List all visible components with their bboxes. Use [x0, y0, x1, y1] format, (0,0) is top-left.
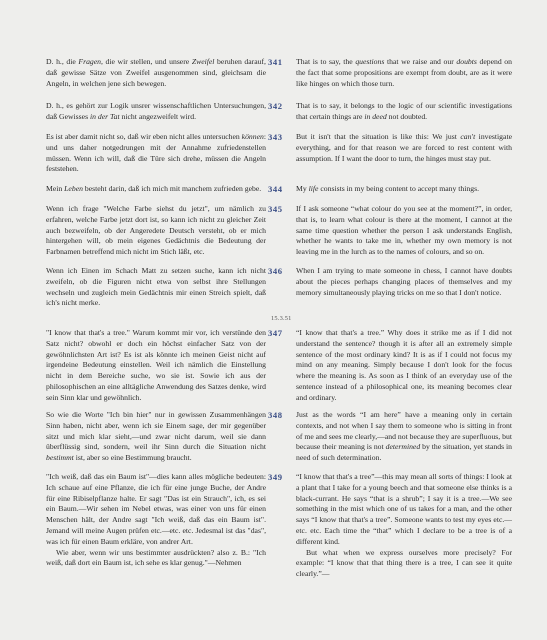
- german-text: [46, 410, 266, 464]
- paragraph: Wenn ich frage "Welche Farbe siehst du jetzt", um nämlich zu erfahren, welche Farbe jetzt dort ist, so kann ich nicht zu gleicher Zeit auch bezweifeln, ob der Angeredete Deutsch versteht, ob er mich hintergehen will, ob mein eigenes Gedächtnis die Bedeutung der Farbnamen betreffend mich nicht im Stich läßt, etc.: [46, 204, 266, 257]
- paragraph: Wie aber, wenn wir uns bestimmter ausdrückten? also z. B.: "Ich weiß, daß dort ein Baum ist, ich sehe es klar genug."—Nehmen: [46, 547, 266, 568]
- german-text: [46, 101, 266, 123]
- paragraph: "Ich weiß, daß das ein Baum ist"—dies kann alles mögliche bedeuten: Ich schaue auf eine Pflanze, die ich für eine junge Buche, der Andre für eine Ribiselpflanze halte. Er sagt "Das ist ein Strauch", ich, es sei ein Baum.—Wir sehen im Nebel etwas, was einer von uns für einen Menschen hält, der Andre sagt "Ich weiß, daß das ein Baum ist". Jemand will meine Augen prüfen etc.—etc. etc. Jedesmal ist das "das", was ich für einen Baum erkläre, von andrer Art.: [46, 472, 266, 546]
- german-text: [46, 328, 266, 404]
- paragraph: "I know that that's a tree." Warum kommt mir vor, ich verstünde den Satz nicht? obwohl er doch ein höchst einfacher Satz von der gewöhnlichsten Art ist? Es ist als könnte ich meinen Geist nicht auf irgendeine Bedeutung einstellen. Weil ich nämlich die Einstellung nicht in dem Bereiche suche, wo sie ist. Sowie ich aus der philosophischen an eine alltägliche Anwendung des Satzes denke, wird sein Sinn klar und gewöhnlich.: [46, 328, 266, 402]
- german-text: [46, 184, 266, 195]
- section-number: 345: [268, 204, 283, 214]
- paragraph: My life consists in my being content to accept many things.: [296, 184, 479, 193]
- german-text: [46, 57, 266, 89]
- section-number: 349: [268, 472, 283, 482]
- german-text: [46, 132, 266, 175]
- date-mark: 15.3.51: [271, 315, 292, 322]
- paragraph: When I am trying to mate someone in chess, I cannot have doubts about the pieces perhaps changing places of themselves and my memory simultaneously playing tricks on me so that I don't notice.: [296, 266, 512, 297]
- english-text: [296, 410, 512, 464]
- english-text: [296, 101, 512, 123]
- section-number: 342: [268, 101, 283, 111]
- english-text: [296, 266, 512, 298]
- paragraph: D. h., die Fragen, die wir stellen, und unsere Zweifel beruhen darauf, daß gewisse Sätze von Zweifel ausgenommen sind, gleichsam die Angeln, in welchen jene sich bewegen.: [46, 57, 266, 88]
- english-text: [296, 472, 512, 580]
- german-text: [46, 204, 266, 258]
- german-text: [46, 472, 266, 569]
- paragraph: Just as the words “I am here” have a meaning only in certain contexts, and not when I say them to someone who is sitting in front of me and sees me clearly,—and not because they are superfluous, but because their meaning is not determined by the situation, yet stands in need of such determination.: [296, 410, 512, 463]
- paragraph: But what when we express ourselves more precisely? For example: “I know that that thing there is a tree, I can see it quite clearly.”—: [296, 547, 512, 579]
- english-text: [296, 132, 512, 164]
- german-text: [46, 266, 266, 309]
- english-text: [296, 204, 512, 258]
- section-number: 346: [268, 266, 283, 276]
- paragraph: “I know that that's a tree.” Why does it strike me as if I did not understand the sentence? though it is after all an extremely simple sentence of the most ordinary kind? It is as if I could not focus my mind on any meaning. Simply because I don't look for the focus where the meaning is. As soon as I think of an everyday use of the sentence instead of a philosophical one, its meaning becomes clear and ordinary.: [296, 328, 512, 402]
- english-text: [296, 57, 512, 89]
- paragraph: Mein Leben besteht darin, daß ich mich mit manchem zufrieden gebe.: [46, 184, 262, 193]
- paragraph: So wie die Worte "Ich bin hier" nur in gewissen Zusammenhängen Sinn haben, nicht aber, wenn ich sie Einem sage, der mir gegenüber sitzt und mich klar sieht,—und zwar nicht darum, weil sie dann überflüssig sind, sondern, weil ihr Sinn durch die Situation nicht bestimmt ist, aber so eine Bestimmung braucht.: [46, 410, 266, 463]
- paragraph: If I ask someone “what colour do you see at the moment?”, in order, that is, to learn what colour is there at the moment, I cannot at the same time question whether the person I ask understands English, whether he wants to take me in, whether my own memory is not leaving me in the lurch as to the names of colours, and so on.: [296, 204, 512, 257]
- paragraph: D. h., es gehört zur Logik unsrer wissenschaftlichen Untersuchungen, daß Gewisses in der Tat nicht angezweifelt wird.: [46, 101, 266, 121]
- english-text: [296, 328, 512, 404]
- paragraph: “I know that that's a tree”—this may mean all sorts of things: I look at a plant that I take for a young beech and that someone else thinks is a black-currant. He says “that is a shrub”; I say it is a tree.—We see something in the mist which one of us takes for a man, and the other says “I know that that's a tree”. Someone wants to test my eyes etc.—etc. etc. Each time the “that” which I declare to be a tree is of a different kind.: [296, 472, 512, 546]
- paragraph: But it isn't that the situation is like this: We just can't investigate everything, and for that reason we are forced to rest content with assumption. If I want the door to turn, the hinges must stay put.: [296, 132, 512, 163]
- section-number: 348: [268, 410, 283, 420]
- paragraph: That is to say, the questions that we raise and our doubts depend on the fact that some propositions are exempt from doubt, are as it were like hinges on which those turn.: [296, 57, 512, 88]
- paragraph: That is to say, it belongs to the logic of our scientific investigations that certain things are in deed not doubted.: [296, 101, 512, 121]
- section-number: 343: [268, 132, 283, 142]
- section-number: 341: [268, 57, 283, 67]
- english-text: [296, 184, 512, 195]
- paragraph: Es ist aber damit nicht so, daß wir eben nicht alles untersuchen können: und uns daher notgedrungen mit der Annahme zufriedenstellen müssen. Wenn ich will, daß die Türe sich drehe, müssen die Angeln feststehen.: [46, 132, 266, 174]
- section-number: 347: [268, 328, 283, 338]
- paragraph: Wenn ich Einen im Schach Matt zu setzen suche, kann ich nicht zweifeln, ob die Figuren nicht etwa von selbst ihre Stellungen wechseln und zugleich mein Gedächtnis mir einen Streich spielt, daß ich's nicht merke.: [46, 266, 266, 308]
- section-number: 344: [268, 184, 283, 194]
